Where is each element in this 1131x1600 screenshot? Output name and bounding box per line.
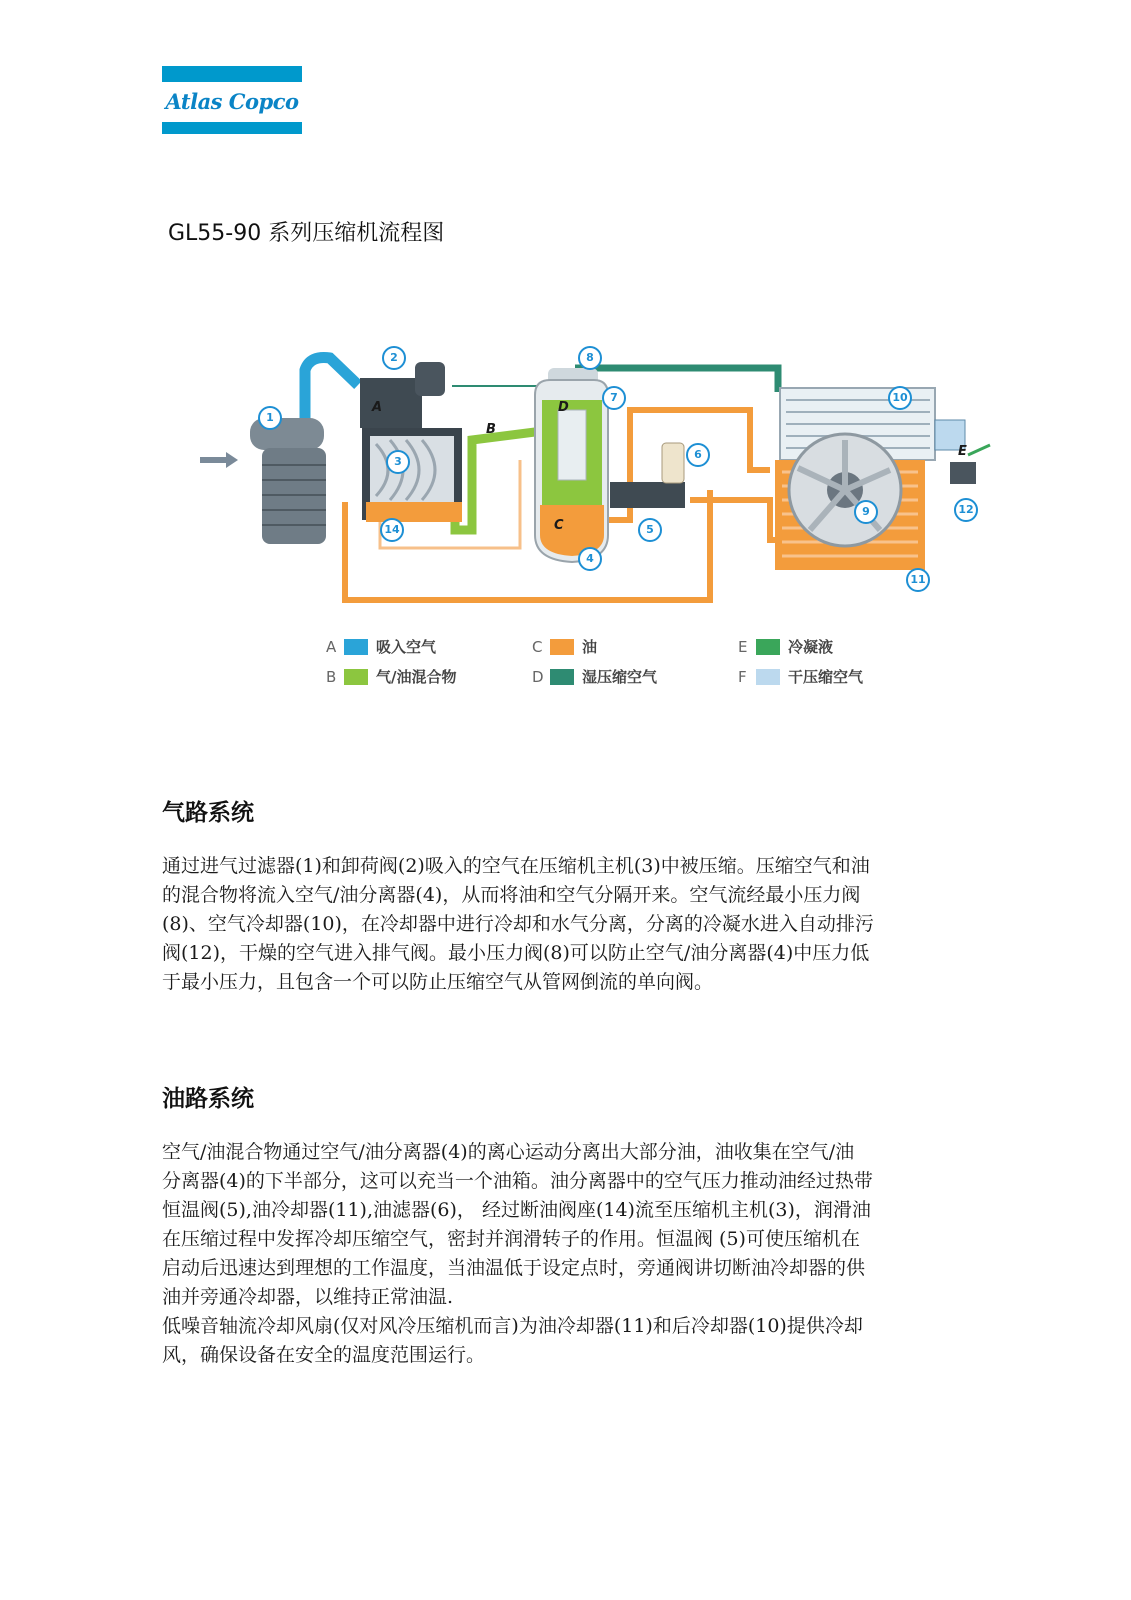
callout-5: 5 (638, 518, 662, 542)
paragraph-line: 油并旁通冷却器，以维持正常油温. (162, 1286, 454, 1308)
legend-code: F (738, 668, 747, 686)
section-heading-oil-system: 油路系统 (162, 1086, 254, 1112)
logo-wordmark: Atlas Copco (165, 89, 299, 114)
legend-swatch (550, 639, 574, 655)
flow-diagram-graphic (190, 340, 1020, 620)
legend-label: 油 (582, 638, 598, 656)
legend-item-a (326, 636, 436, 658)
compressor-flow-diagram (190, 340, 1020, 620)
legend-item-e (738, 636, 833, 658)
flow-letter-e: E (958, 444, 967, 459)
paragraph-line: 启动后迅速达到理想的工作温度，当油温低于设定点时，旁通阀讲切断油冷却器的供 (162, 1257, 866, 1279)
paragraph-line: 于最小压力，且包含一个可以防止压缩空气从管网倒流的单向阀。 (162, 971, 714, 993)
callout-14: 14 (380, 518, 404, 542)
paragraph-line: 在压缩过程中发挥冷却压缩空气，密封并润滑转子的作用。恒温阀 (5)可使压缩机在 (162, 1228, 860, 1250)
flow-letter-b: B (486, 422, 496, 437)
callout-2: 2 (382, 346, 406, 370)
legend-code: A (326, 638, 337, 656)
callout-10: 10 (888, 386, 912, 410)
section-heading-air-system: 气路系统 (162, 800, 254, 826)
legend-item-d (532, 666, 657, 688)
logo-top-bar (162, 66, 302, 82)
legend-swatch (344, 669, 368, 685)
paragraph-line: 的混合物将流入空气/油分离器(4)，从而将油和空气分隔开来。空气流经最小压力阀 (162, 884, 861, 906)
legend-item-b (326, 666, 456, 688)
paragraph-line: 低噪音轴流冷却风扇(仅对风冷压缩机而言)为油冷却器(11)和后冷却器(10)提供冷却 (162, 1315, 863, 1337)
paragraph-line: 分离器(4)的下半部分，这可以充当一个油箱。油分离器中的空气压力推动油经过热带 (162, 1170, 873, 1192)
logo-bottom-bar (162, 122, 302, 134)
legend-swatch (550, 669, 574, 685)
paragraph-oil-system (162, 1138, 1012, 1370)
callout-6: 6 (686, 443, 710, 467)
legend-label: 湿压缩空气 (582, 668, 658, 686)
legend-code: C (532, 638, 543, 656)
flow-letter-d: D (558, 400, 569, 415)
callout-8: 8 (578, 346, 602, 370)
callout-7: 7 (602, 386, 626, 410)
atlas-copco-logo (162, 66, 302, 134)
legend-swatch (756, 639, 780, 655)
legend-swatch (756, 669, 780, 685)
callout-12: 12 (954, 498, 978, 522)
legend-item-f (738, 666, 863, 688)
legend-swatch (344, 639, 368, 655)
diagram-legend (326, 636, 886, 692)
legend-code: E (738, 638, 748, 656)
paragraph-line: (8)、空气冷却器(10)，在冷却器中进行冷却和水气分离，分离的冷凝水进入自动排污 (162, 913, 874, 935)
paragraph-line: 空气/油混合物通过空气/油分离器(4)的离心运动分离出大部分油，油收集在空气/油 (162, 1141, 855, 1163)
legend-code: D (532, 668, 544, 686)
flow-letter-c: C (554, 518, 564, 533)
legend-label: 干压缩空气 (788, 668, 864, 686)
paragraph-line: 阀(12)，干燥的空气进入排气阀。最小压力阀(8)可以防止空气/油分离器(4)中压力低 (162, 942, 870, 964)
callout-4: 4 (578, 547, 602, 571)
legend-label: 气/油混合物 (376, 668, 457, 686)
callout-3: 3 (386, 450, 410, 474)
flow-letter-a: A (372, 400, 383, 415)
document-title: GL55-90 系列压缩机流程图 (168, 221, 445, 246)
paragraph-line: 通过进气过滤器(1)和卸荷阀(2)吸入的空气在压缩机主机(3)中被压缩。压缩空气和油 (162, 855, 870, 877)
callout-1: 1 (258, 406, 282, 430)
paragraph-air-system (162, 852, 1012, 997)
paragraph-line: 恒温阀(5),油冷却器(11),油滤器(6)， 经过断油阀座(14)流至压缩机主机(3)，润滑油 (162, 1199, 871, 1221)
callout-11: 11 (906, 568, 930, 592)
legend-label: 吸入空气 (376, 638, 437, 656)
legend-code: B (326, 668, 337, 686)
callout-9: 9 (854, 500, 878, 524)
legend-item-c (532, 636, 597, 658)
legend-label: 冷凝液 (788, 638, 834, 656)
paragraph-line: 风，确保设备在安全的温度范围运行。 (162, 1344, 486, 1366)
